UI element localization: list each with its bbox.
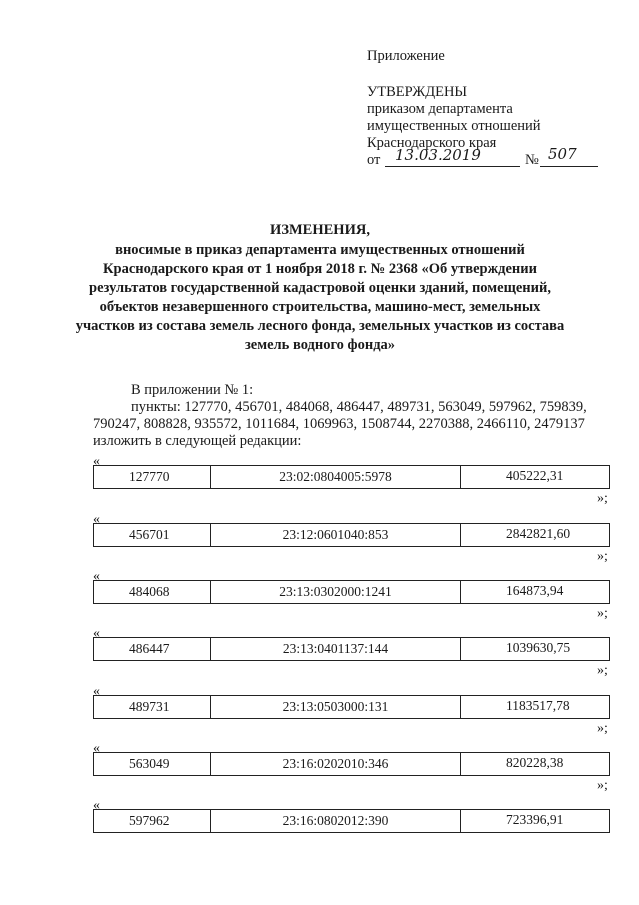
- table-row: [93, 523, 610, 547]
- close-quote: »;: [597, 606, 608, 621]
- open-quote: «: [93, 798, 100, 813]
- close-quote: »;: [597, 778, 608, 793]
- table-row: [93, 465, 610, 489]
- row-id-cell: 489731: [94, 696, 211, 718]
- table-row: [93, 752, 610, 776]
- cadastral-value-cell: 723396,91: [506, 812, 564, 827]
- cadastral-number-cell: 23:12:0601040:853: [211, 524, 461, 546]
- document-title-line: Краснодарского края от 1 ноября 2018 г. № 2368 «Об утверждении: [103, 261, 537, 277]
- approved-label: УТВЕРЖДЕНЫ: [367, 84, 468, 100]
- row-id-cell: 486447: [94, 638, 211, 660]
- row-id-cell: 484068: [94, 581, 211, 603]
- approved-line-2: имущественных отношений: [367, 118, 541, 134]
- row-id-cell: 597962: [94, 810, 211, 832]
- intro-line-4: изложить в следующей редакции:: [93, 433, 302, 449]
- open-quote: «: [93, 741, 100, 756]
- cadastral-number-cell: 23:13:0302000:1241: [211, 581, 461, 603]
- close-quote: »;: [597, 491, 608, 506]
- cadastral-value-cell: 820228,38: [506, 755, 564, 770]
- approved-line-3: Краснодарского края: [367, 135, 497, 151]
- cadastral-value-cell: 405222,31: [506, 468, 564, 483]
- close-quote: »;: [597, 549, 608, 564]
- open-quote: «: [93, 454, 100, 469]
- document-heading: ИЗМЕНЕНИЯ,: [270, 222, 370, 238]
- document-title-line: объектов незавершенного строительства, машино-мест, земельных: [99, 299, 541, 315]
- number-label: №: [525, 152, 539, 168]
- cadastral-number-cell: 23:02:0804005:5978: [211, 466, 461, 488]
- cadastral-value-cell: 1039630,75: [506, 640, 571, 655]
- intro-line-2: пункты: 127770, 456701, 484068, 486447, 489731, 563049, 597962, 759839,: [131, 399, 587, 415]
- number-underline: [540, 166, 598, 167]
- document-title-line: участков из состава земель лесного фонда, земельных участков из состава: [75, 318, 565, 334]
- from-label: от: [367, 152, 381, 168]
- row-id-cell: 127770: [94, 466, 211, 488]
- table-row: [93, 580, 610, 604]
- row-id-cell: 563049: [94, 753, 211, 775]
- intro-line-1: В приложении № 1:: [131, 382, 254, 398]
- approved-line-1: приказом департамента: [367, 101, 513, 117]
- close-quote: »;: [597, 721, 608, 736]
- date-underline: [385, 166, 520, 167]
- open-quote: «: [93, 626, 100, 641]
- table-row: [93, 637, 610, 661]
- cadastral-value-cell: 2842821,60: [506, 526, 571, 541]
- cadastral-number-cell: 23:13:0401137:144: [211, 638, 461, 660]
- document-title-line: вносимые в приказ департамента имущественных отношений: [115, 242, 525, 258]
- handwritten-number: 507: [548, 145, 577, 163]
- cadastral-number-cell: 23:16:0202010:346: [211, 753, 461, 775]
- intro-line-3: 790247, 808828, 935572, 1011684, 1069963, 1508744, 2270388, 2466110, 2479137: [93, 416, 585, 432]
- open-quote: «: [93, 569, 100, 584]
- cadastral-number-cell: 23:13:0503000:131: [211, 696, 461, 718]
- row-id-cell: 456701: [94, 524, 211, 546]
- document-title-line: результатов государственной кадастровой оценки зданий, помещений,: [89, 280, 551, 296]
- handwritten-date: 13.03.2019: [395, 146, 481, 164]
- table-row: [93, 809, 610, 833]
- open-quote: «: [93, 684, 100, 699]
- appendix-label: Приложение: [367, 48, 445, 64]
- cadastral-number-cell: 23:16:0802012:390: [211, 810, 461, 832]
- cadastral-value-cell: 1183517,78: [506, 698, 570, 713]
- table-row: [93, 695, 610, 719]
- close-quote: »;: [597, 663, 608, 678]
- document-title-line: земель водного фонда»: [244, 337, 396, 353]
- open-quote: «: [93, 512, 100, 527]
- cadastral-value-cell: 164873,94: [506, 583, 564, 598]
